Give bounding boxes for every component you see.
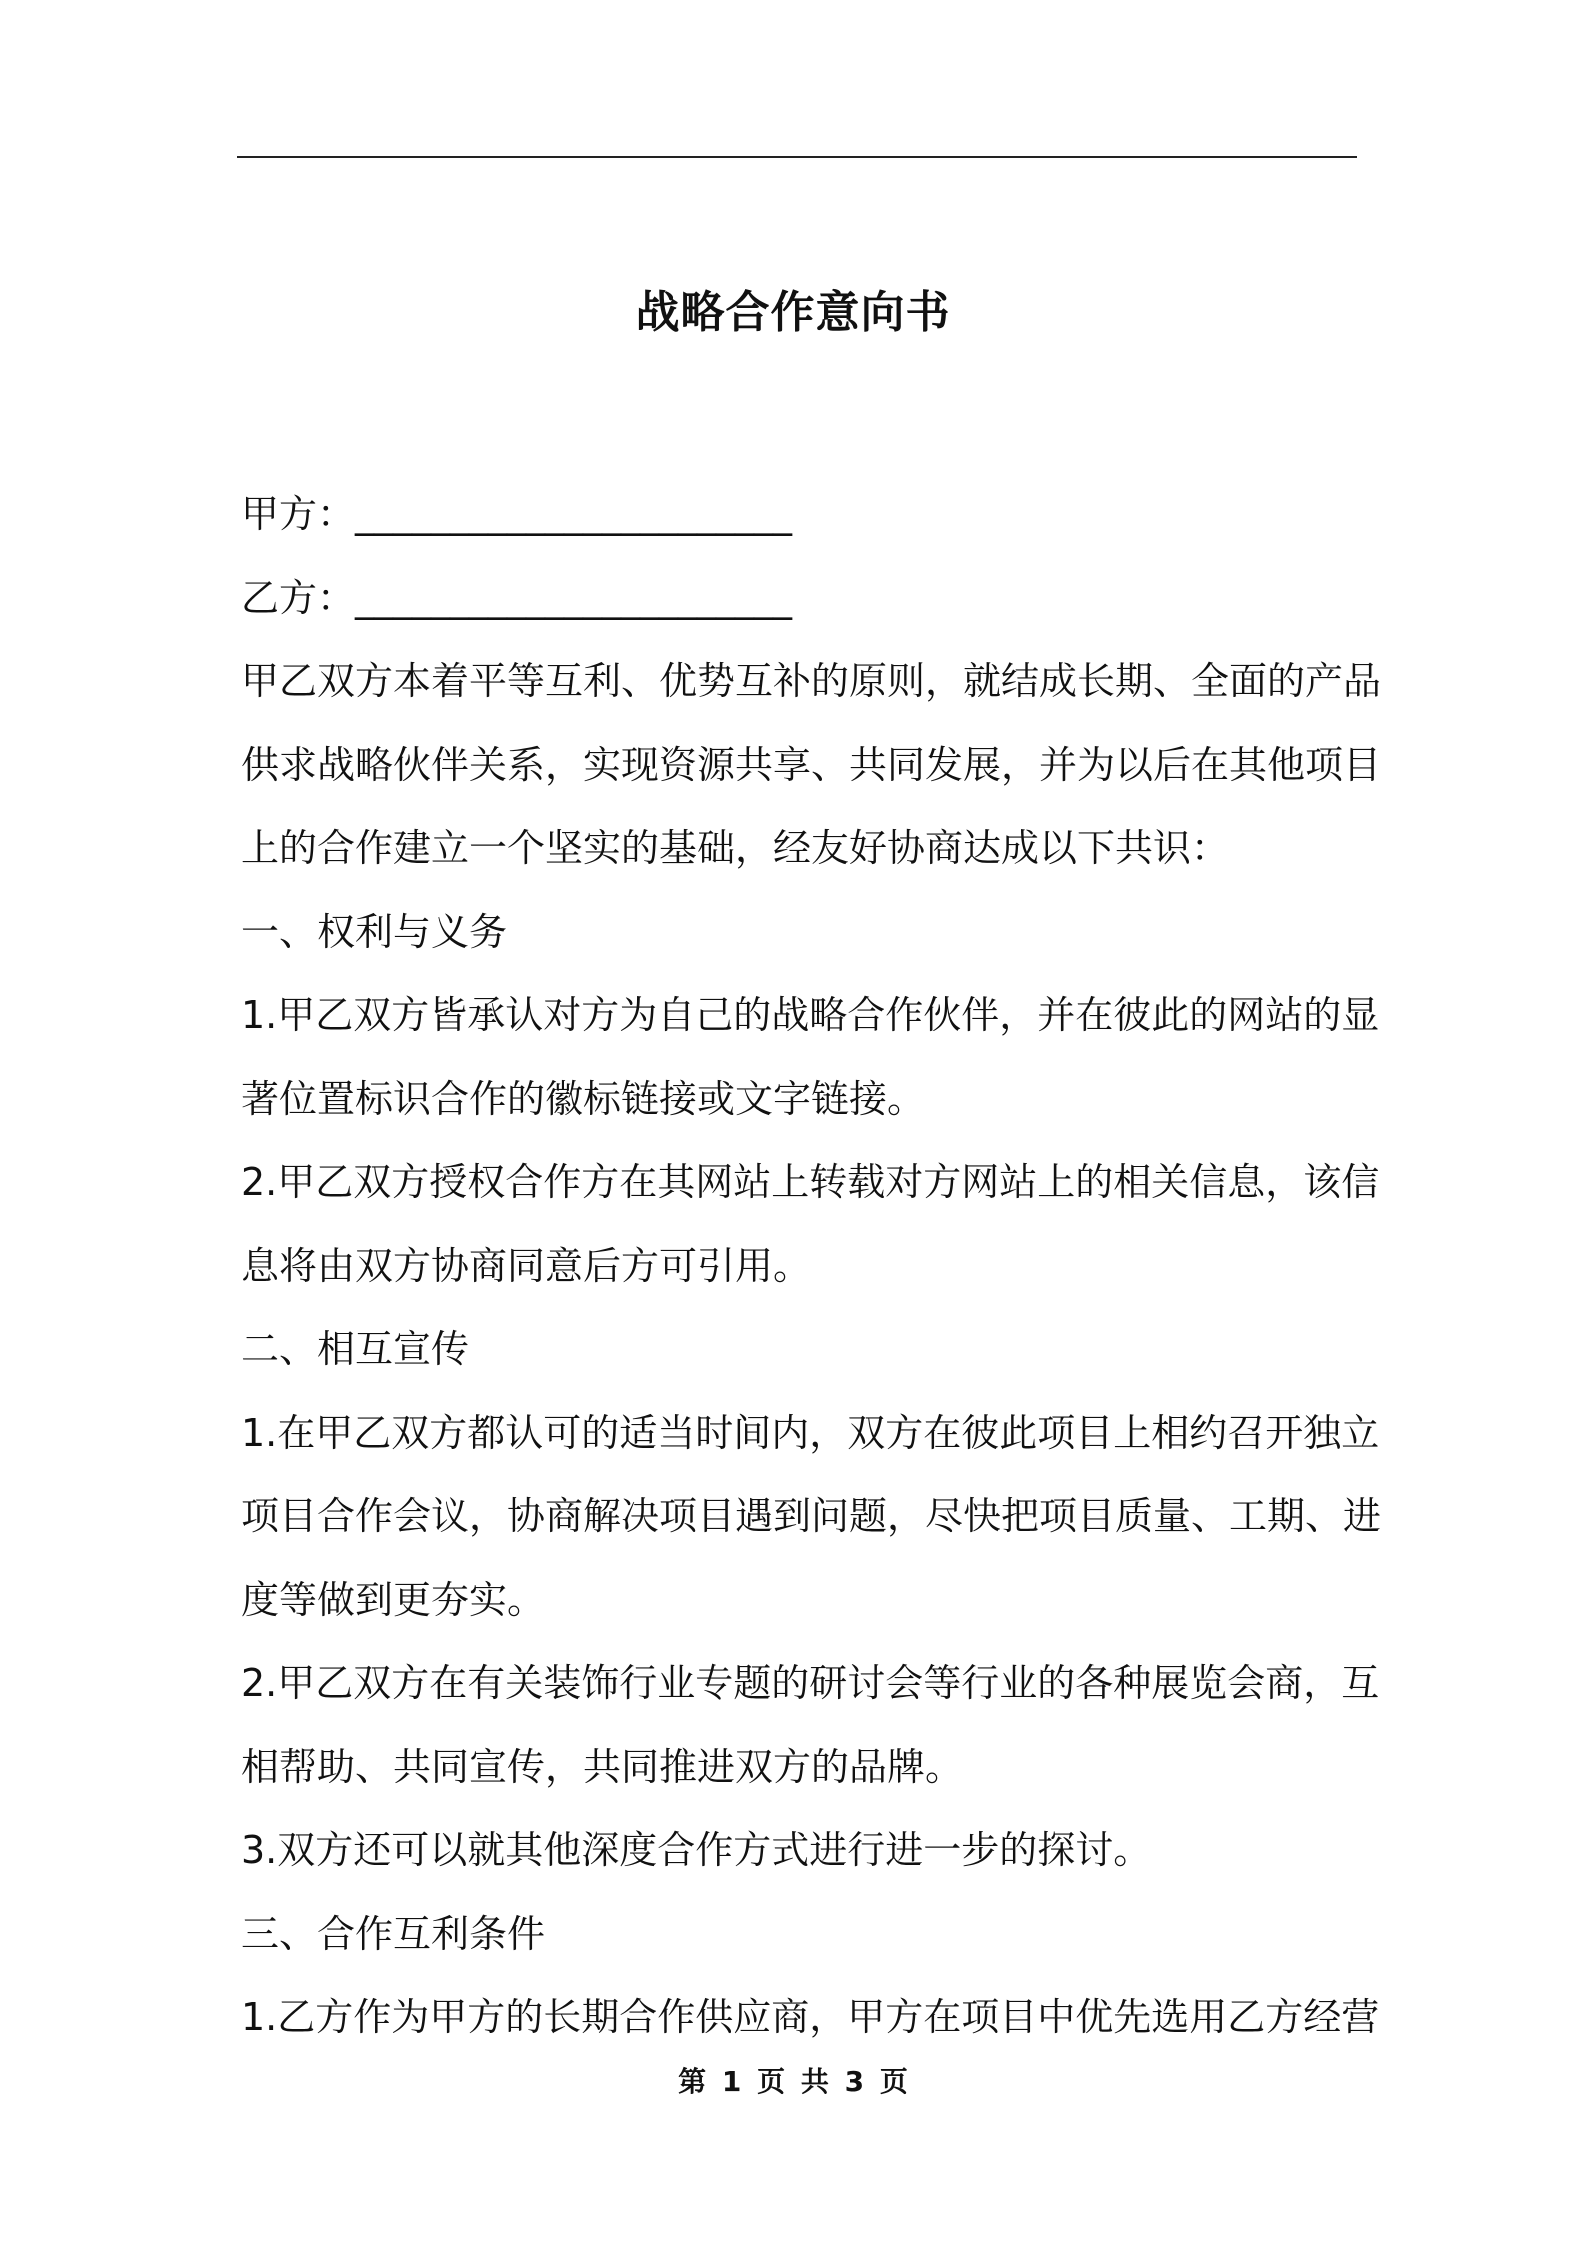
clause-line: 息将由双方协商同意后方可引用。 bbox=[241, 1243, 812, 1288]
document-title: 战略合作意向书 bbox=[635, 287, 951, 338]
party-b-line: 乙方：_______________________ bbox=[241, 575, 793, 620]
clause-line: 项目合作会议，协商解决项目遇到问题，尽快把项目质量、工期、进 bbox=[241, 1494, 1382, 1538]
section-heading: 二、相互宣传 bbox=[241, 1327, 470, 1371]
clause-line: 著位置标识合作的徽标链接或文字链接。 bbox=[241, 1076, 926, 1121]
clause-line: 2.甲乙双方在有关装饰行业专题的研讨会等行业的各种展览会商，互 bbox=[241, 1661, 1380, 1705]
clause-line: 度等做到更夯实。 bbox=[241, 1577, 546, 1622]
document-body bbox=[241, 473, 1382, 2060]
preamble-line: 甲乙双方本着平等互利、优势互补的原则，就结成长期、全面的产品 bbox=[241, 659, 1382, 703]
clause-line: 3.双方还可以就其他深度合作方式进行进一步的探讨。 bbox=[241, 1828, 1152, 1872]
party-a-line: 甲方：_______________________ bbox=[241, 492, 793, 536]
page-number-footer: 第 1 页 共 3 页 bbox=[678, 2065, 908, 2098]
preamble-line: 上的合作建立一个坚实的基础，经友好协商达成以下共识： bbox=[241, 826, 1230, 870]
clause-line: 1.甲乙双方皆承认对方为自己的战略合作伙伴，并在彼此的网站的显 bbox=[241, 993, 1380, 1037]
clause-line: 相帮助、共同宣传，共同推进双方的品牌。 bbox=[241, 1744, 964, 1789]
section-heading: 三、合作互利条件 bbox=[241, 1911, 546, 1956]
clause-line: 1.在甲乙双方都认可的适当时间内，双方在彼此项目上相约召开独立 bbox=[241, 1410, 1380, 1455]
header-rule bbox=[237, 156, 1357, 158]
section-heading: 一、权利与义务 bbox=[241, 909, 508, 954]
clause-line: 1.乙方作为甲方的长期合作供应商，甲方在项目中优先选用乙方经营 bbox=[241, 1995, 1380, 2039]
preamble-line: 供求战略伙伴关系，实现资源共享、共同发展，并为以后在其他项目 bbox=[241, 742, 1382, 787]
clause-line: 2.甲乙双方授权合作方在其网站上转载对方网站上的相关信息，该信 bbox=[241, 1160, 1380, 1204]
